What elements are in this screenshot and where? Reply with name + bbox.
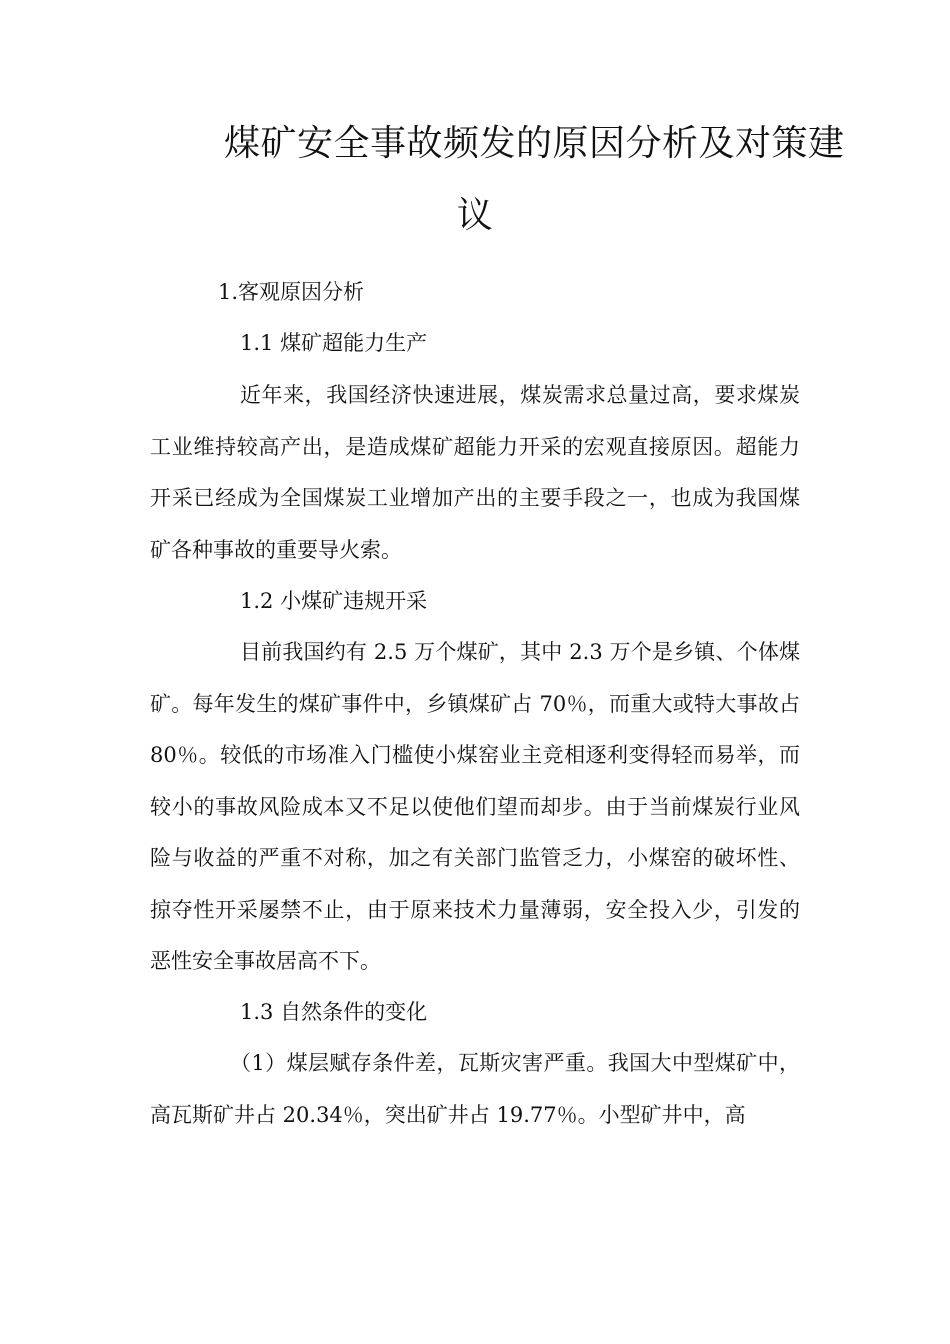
paragraph-1-3: （1）煤层赋存条件差，瓦斯灾害严重。我国大中型煤矿中，高瓦斯矿井占 20.34％，突出矿井占 19.77％。小型矿井中，高 — [150, 1051, 800, 1127]
paragraph-1-1: 近年来，我国经济快速进展，煤炭需求总量过高，要求煤炭工业维持较高产出，是造成煤矿超能力开采的宏观直接原因。超能力开采已经成为全国煤炭工业增加产出的主要手段之一，也成为我国煤矿各种事故的重要导火索。 — [150, 383, 800, 562]
subsection-heading-1-2: 1.2 小煤矿违规开采 — [240, 589, 428, 613]
subsection-heading-1-1: 1.1 煤矿超能力生产 — [240, 331, 428, 355]
document-title — [150, 108, 845, 252]
paragraph-1-2: 目前我国约有 2.5 万个煤矿，其中 2.3 万个是乡镇、个体煤矿。每年发生的煤矿事件中，乡镇煤矿占 70％，而重大或特大事故占 80％。较低的市场准入门槛使小煤窑业主竞相逐利变得轻而易举，而较小的事故风险成本又不足以使他们望而却步。由于当前煤炭行业风险与收益的严重不对称，加之有关部门监管乏力，小煤窑的破坏性、掠夺性开采屡禁不止，由于原来技术力量薄弱，安全投入少，引发的恶性安全事故居高不下。 — [150, 640, 800, 973]
title-line-2: 议 — [456, 195, 494, 236]
section-heading-1: 1.客观原因分析 — [218, 280, 365, 304]
subsection-heading-1-3: 1.3 自然条件的变化 — [240, 1000, 428, 1024]
title-line-1: 煤矿安全事故频发的原因分析及对策建 — [224, 123, 845, 164]
